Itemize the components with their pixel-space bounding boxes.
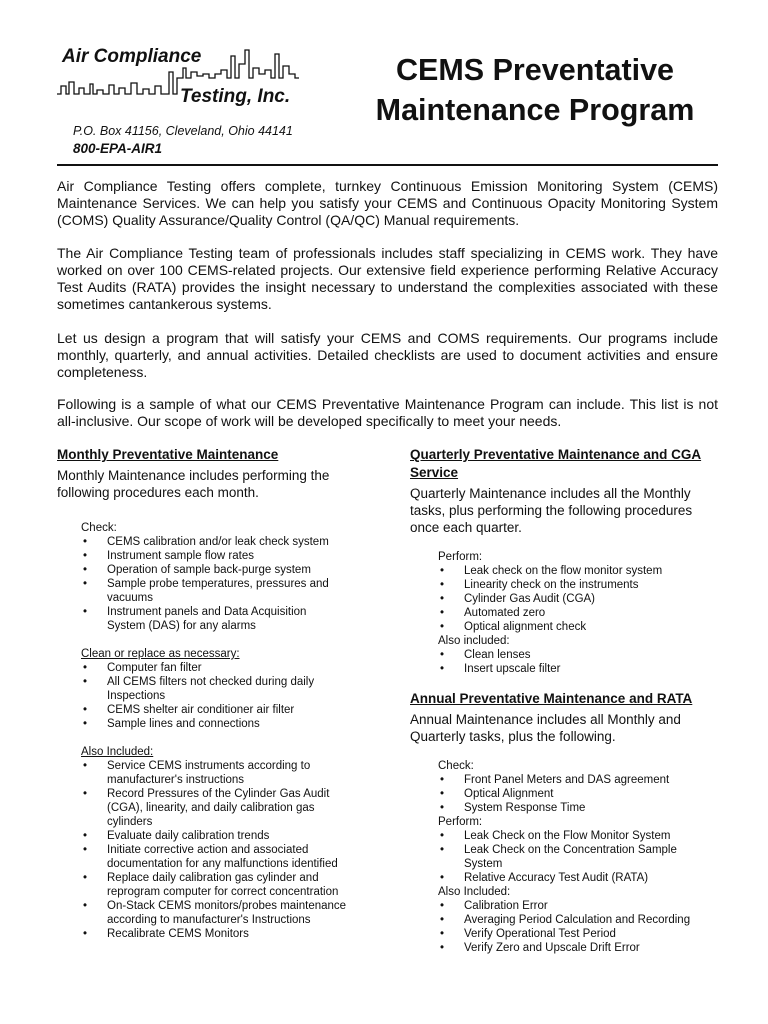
- annual-check-list: [438, 773, 710, 815]
- list-item: • System Response Time: [438, 801, 710, 815]
- list-item: • Sample probe temperatures, pressures and vacuums: [81, 577, 347, 605]
- quarterly-also-list: [438, 648, 710, 676]
- monthly-intro: Monthly Maintenance includes performing the following procedures each month.: [57, 468, 330, 500]
- list-item: • Record Pressures of the Cylinder Gas Audit (CGA), linearity, and daily calibration gas cylinders: [81, 787, 347, 829]
- quarterly-perform-label: Perform:: [438, 551, 483, 563]
- annual-tasks-group: [438, 759, 710, 955]
- annual-also-label: Also Included:: [438, 886, 511, 898]
- annual-section: [410, 690, 710, 955]
- annual-intro: Annual Maintenance includes all Monthly and Quarterly tasks, plus the following.: [410, 712, 681, 744]
- list-item: • Initiate corrective action and associated documentation for any malfunctions identified: [81, 843, 347, 871]
- quarterly-perform-group: [438, 550, 710, 676]
- list-item: • Instrument panels and Data Acquisition System (DAS) for any alarms: [81, 605, 347, 633]
- list-item: • On-Stack CEMS monitors/probes maintenance according to manufacturer's Instructions: [81, 899, 347, 927]
- monthly-check-list: [81, 535, 347, 633]
- annual-perform-label: Perform:: [438, 816, 483, 828]
- monthly-clean-list: [81, 661, 347, 731]
- list-item: • Replace daily calibration gas cylinder and reprogram computer for correct concentration: [81, 871, 347, 899]
- quarterly-heading: Quarterly Preventative Maintenance and CGA Service: [410, 447, 702, 480]
- monthly-also-group: [81, 745, 347, 941]
- list-item: • Averaging Period Calculation and Recording: [438, 913, 710, 927]
- list-item: • Insert upscale filter: [438, 662, 710, 676]
- list-item: • Cylinder Gas Audit (CGA): [438, 592, 710, 606]
- monthly-check-group: [81, 521, 347, 633]
- intro-paragraph-1: Air Compliance Testing offers complete, turnkey Continuous Emission Monitoring System (CEMS) Maintenance Services. We can help you satisfy your CEMS and Continuous Opacity Monitoring System (COMS) Quality Assurance/Quality Control (QA/QC) Manual requirements.: [57, 178, 718, 228]
- company-phone: 800-EPA-AIR1: [73, 141, 163, 156]
- quarterly-intro: Quarterly Maintenance includes all the Monthly tasks, plus performing the following procedures once each quarter.: [410, 486, 693, 535]
- list-item: • Leak Check on the Concentration Sample System: [438, 843, 710, 871]
- list-item: • Automated zero: [438, 606, 710, 620]
- list-item: • Evaluate daily calibration trends: [81, 829, 347, 843]
- list-item: • Calibration Error: [438, 899, 710, 913]
- quarterly-also-label: Also included:: [438, 635, 510, 647]
- list-item: • Optical alignment check: [438, 620, 710, 634]
- annual-also-list: [438, 899, 710, 955]
- list-item: • All CEMS filters not checked during daily Inspections: [81, 675, 347, 703]
- monthly-heading: Monthly Preventative Maintenance: [57, 447, 279, 462]
- annual-perform-list: [438, 829, 710, 885]
- list-item: • Front Panel Meters and DAS agreement: [438, 773, 710, 787]
- annual-check-label: Check:: [438, 760, 474, 772]
- list-item: • Recalibrate CEMS Monitors: [81, 927, 347, 941]
- monthly-check-label: Check:: [81, 522, 117, 534]
- list-item: • Relative Accuracy Test Audit (RATA): [438, 871, 710, 885]
- intro-paragraph-3: Let us design a program that will satisfy your CEMS and COMS requirements. Our programs include monthly, quarterly, and annual activities. Detailed checklists are used to document activities and ensure completeness.: [57, 330, 718, 380]
- annual-heading: Annual Preventative Maintenance and RATA: [410, 691, 693, 706]
- page-title: CEMS Preventative Maintenance Program: [375, 53, 695, 127]
- list-item: • Verify Operational Test Period: [438, 927, 710, 941]
- intro-paragraph-4: Following is a sample of what our CEMS Preventative Maintenance Program can include. This list is not all-inclusive. Our scope of work will be developed specifically to meet your needs.: [57, 396, 718, 429]
- list-item: • CEMS calibration and/or leak check system: [81, 535, 347, 549]
- intro-paragraph-2: The Air Compliance Testing team of professionals includes staff specializing in CEMS work. They have worked on over 100 CEMS-related projects. Our extensive field experience performing Relative Accuracy Test Audits (RATA) provides the insight necessary to understand the complexities associated with these sometimes cantankerous systems.: [57, 245, 718, 312]
- list-item: • Clean lenses: [438, 648, 710, 662]
- list-item: • Leak check on the flow monitor system: [438, 564, 710, 578]
- company-address: P.O. Box 41156, Cleveland, Ohio 44141: [73, 124, 293, 138]
- list-item: • Leak Check on the Flow Monitor System: [438, 829, 710, 843]
- list-item: • Operation of sample back-purge system: [81, 563, 347, 577]
- monthly-clean-group: [81, 647, 347, 731]
- monthly-also-label: Also Included:: [81, 746, 154, 758]
- header-divider: [57, 164, 718, 166]
- list-item: • Linearity check on the instruments: [438, 578, 710, 592]
- quarterly-section: [410, 446, 710, 676]
- list-item: • Sample lines and connections: [81, 717, 347, 731]
- list-item: • Service CEMS instruments according to manufacturer's instructions: [81, 759, 347, 787]
- monthly-clean-label: Clean or replace as necessary:: [81, 648, 240, 660]
- company-name-line2: Testing, Inc.: [180, 86, 291, 107]
- list-item: • CEMS shelter air conditioner air filter: [81, 703, 347, 717]
- list-item: • Instrument sample flow rates: [81, 549, 347, 563]
- list-item: • Verify Zero and Upscale Drift Error: [438, 941, 710, 955]
- quarterly-perform-list: [438, 564, 710, 634]
- list-item: • Optical Alignment: [438, 787, 710, 801]
- company-name-line1: Air Compliance: [62, 46, 202, 67]
- monthly-section: [57, 446, 347, 941]
- list-item: • Computer fan filter: [81, 661, 347, 675]
- monthly-also-list: [81, 759, 347, 941]
